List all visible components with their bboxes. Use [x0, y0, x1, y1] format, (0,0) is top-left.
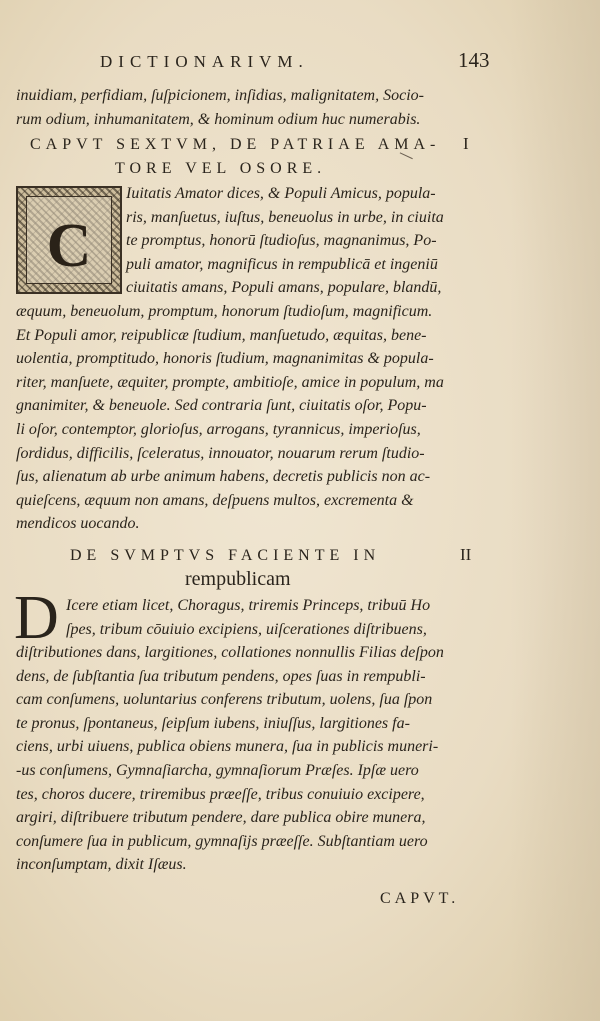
- intro-text: [16, 84, 474, 131]
- text-line: quieſcens, æquum non amans, deſpuens multos, excrementa &: [16, 491, 414, 509]
- page-edge-shadow: [510, 0, 600, 1021]
- section-heading: DE SVMPTVS FACIENTE IN: [70, 547, 381, 564]
- page-number: 143: [458, 48, 490, 72]
- chapter6-text: [16, 300, 474, 536]
- text-line: inuidiam, perfidiam, ſuſpicionem, inſidias, malignitatem, Socio-: [16, 87, 424, 104]
- text-line: ris, manſuetus, iuſtus, beneuolus in urbe, in ciuita: [126, 208, 444, 226]
- text-line: te pronus, ſpontaneus, ſeipſum iubens, iniuſſus, largitiones fa-: [16, 714, 410, 732]
- text-line: tes, choros ducere, triremibus præeſſe, tribus conuiuio excipere,: [16, 785, 425, 803]
- text-line: ciens, urbi uiuens, publica obiens munera, ſua in publicis muneri-: [16, 738, 439, 756]
- text-line: cam conſumens, uoluntarius conferens tributum, uolens, ſua ſpon: [16, 691, 433, 709]
- text-line: ſordidus, difficilis, ſceleratus, innouator, nouarum rerum ſtudio-: [16, 444, 425, 462]
- initial-letter: C: [46, 212, 92, 280]
- text-line: puli amator, magnificus in rempublicā et ingeniū: [126, 255, 438, 273]
- text-line: Icere etiam licet, Choragus, triremis Princeps, tribuū Ho: [66, 597, 431, 614]
- text-line: uolentia, promptitudo, honoris ſtudium, magnanimitas & popula-: [16, 350, 434, 368]
- running-title: DICTIONARIVM.: [100, 52, 309, 71]
- ink-mark: [397, 152, 413, 164]
- section2-indented-text: [66, 594, 474, 641]
- text-line: inconſumptam, dixit Iſæus.: [16, 856, 187, 874]
- text-line: rum odium, inhumanitatem, & hominum odium huc numerabis.: [16, 110, 421, 128]
- text-line: argiri, diſtribuere tributum pendere, dare publica obire munera,: [16, 809, 426, 827]
- woodcut-frame: [26, 196, 112, 284]
- section2-text: [16, 641, 474, 877]
- catchword: CAPVT.: [380, 890, 460, 907]
- chapter-numeral: I: [463, 134, 469, 153]
- initial-letter-d: D: [14, 584, 59, 652]
- text-line: Et Populi amor, reipublicæ ſtudium, manſuetudo, æquitas, bene-: [16, 326, 427, 344]
- text-line: mendicos uocando.: [16, 515, 140, 533]
- chapter6-indented-text: [126, 182, 474, 300]
- chapter-heading-line2: TORE VEL OSORE.: [115, 160, 327, 177]
- decorated-initial: [16, 186, 122, 294]
- text-line: æquum, beneuolum, promptum, honorum ſtudioſum, magnificum.: [16, 303, 433, 320]
- text-line: Iuitatis Amator dices, & Populi Amicus, popula-: [126, 185, 436, 202]
- text-line: riter, manſuete, æquiter, prompte, ambitioſe, amice in populum, ma: [16, 373, 444, 391]
- section-subheading: rempublicam: [185, 568, 291, 590]
- text-line: diſtributiones dans, largitiones, collationes nonnullis Filias deſpon: [16, 644, 444, 661]
- text-line: conſumere ſua in publicum, gymnaſijs præeſſe. Subſtantiam uero: [16, 832, 428, 850]
- chapter-heading: CAPVT SEXTVM, DE PATRIAE AMA-: [30, 136, 441, 153]
- text-line: te promptus, honorū ſtudioſus, magnanimus, Po-: [126, 232, 437, 250]
- text-line: dens, de ſubſtantia ſua tributum pendens, opes ſuas in rempubli-: [16, 667, 426, 685]
- text-line: -us conſumens, Gymnaſiarcha, gymnaſiorum Præſes. Ipſæ uero: [16, 761, 419, 779]
- text-line: ſpes, tribum cōuiuio excipiens, uiſcerationes diſtribuens,: [66, 620, 427, 638]
- text-line: ſus, alienatum ab urbe animum habens, decretis publicis non ac-: [16, 468, 431, 486]
- text-line: li oſor, contemptor, glorioſus, arrogans, tyrannicus, imperioſus,: [16, 420, 421, 438]
- text-line: gnanimiter, & beneuole. Sed contraria ſunt, ciuitatis oſor, Popu-: [16, 397, 427, 415]
- text-line: ciuitatis amans, Populi amans, populare, blandū,: [126, 279, 442, 297]
- section-numeral: II: [460, 545, 472, 564]
